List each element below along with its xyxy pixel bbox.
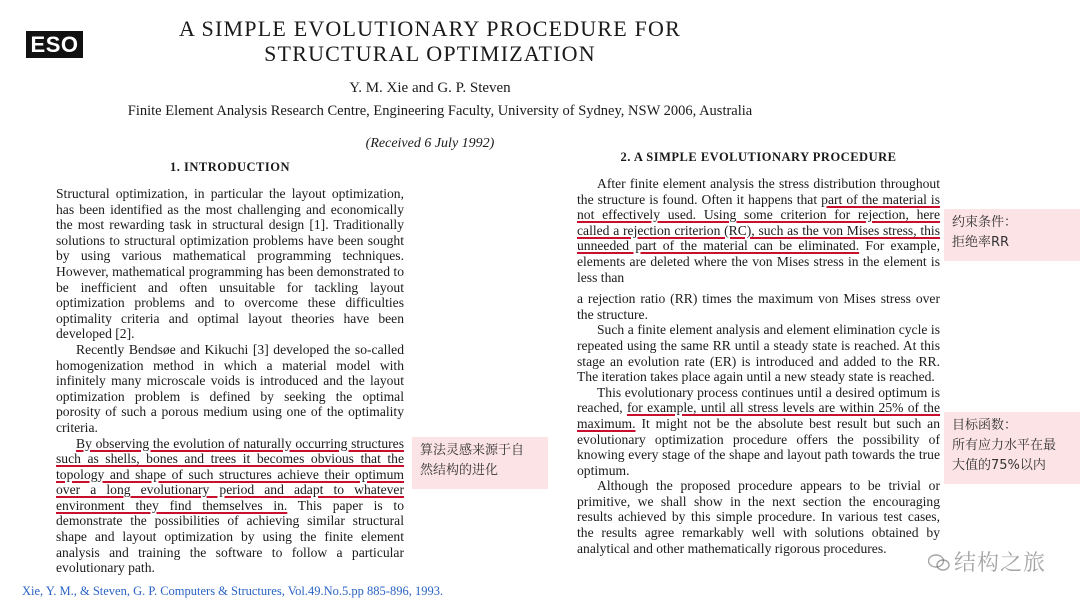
intro-paragraph-3: By observing the evolution of naturally occurring structures such as shells, bones and trees it becomes obvious that the topology and shape of such structures achieve their optimum over a long evolutionary period and adapt to whatever environment they find themselves in. This paper is to demonstrate the possibilities of achieving similar structural shape and layout optimization by using the finite element analysis and training the software to follow a particular evolutionary path.: [56, 435, 404, 576]
note-constraint: 约束条件： 拒绝率RR: [944, 209, 1080, 261]
watermark: 结构之旅: [928, 546, 1046, 577]
note-objective: 目标函数： 所有应力水平在最 大值的75%以内: [944, 412, 1080, 484]
right-column: [577, 176, 940, 556]
paper-authors: Y. M. Xie and G. P. Steven: [349, 80, 511, 96]
procedure-paragraph-4: Although the proposed procedure appears to be trivial or primitive, we shall show in the next section the encouraging results achieved by this simple procedure. In various test cases, the results agree remarkably well with solutions obtained by analytical and other mathematically rigorous procedures.: [577, 478, 940, 556]
eso-logo: ESO: [26, 31, 83, 58]
intro-paragraph-1: Structural optimization, in particular the layout optimization, has been identified as the most challenging and economically the most rewarding task in structural design [1]. Traditionally solutions to structural optimization problems have been sought by using various mathematical programming techniques. However, mathematical programming has been demonstrated to be inefficient and often unsuitable for tackling layout optimization problems and to overcome these difficulties optimality criteria and optimal layout theories have been developed [2].: [56, 186, 404, 342]
intro-heading: 1. INTRODUCTION: [169, 160, 290, 174]
citation: Xie, Y. M., & Steven, G. P. Computers & Structures, Vol.49.No.5.pp 885-896, 1993.: [22, 584, 444, 598]
left-column: [56, 186, 404, 576]
underlined-stress-levels: for example, until all stress levels are within 25% of the maximum.: [577, 400, 940, 431]
underlined-nature-inspiration: By observing the evolution of naturally occurring structures such as shells, bones and trees it becomes obvious that the topology and shape of such structures achieve their optimum over a long evolutionary period and adapt to whatever environment they find themselves in.: [56, 435, 404, 513]
procedure-paragraph-1: After finite element analysis the stress distribution throughout the structure is found. Often it happens that part of the material is not effectively used. Using some criterion for rejection, here called a rejection criterion (RC), such as the von Mises stress, this unneeded part of the material can be eliminated. For example, elements are deleted where the von Mises stress in the element is less than: [577, 176, 941, 285]
intro-paragraph-2: Recently Bendsøe and Kikuchi [3] developed the so-called homogenization method in which a material model with infinitely many microscale voids is introduced and the layout optimization problem is defined by seeking the optimal porosity of such a porous medium using one of the optimality criteria.: [56, 341, 404, 435]
procedure-paragraph-3: This evolutionary process continues until a desired optimum is reached, for example, until all stress levels are within 25% of the maximum. It might not be the absolute best result but such an evolutionary optimization procedure offers the possibility of knowing every stage of the shape and layout path towards the true optimum.: [577, 384, 940, 478]
wechat-icon: [928, 554, 950, 572]
procedure-paragraph-2: Such a finite element analysis and element elimination cycle is repeated using the same RR until a steady state is reached. At this stage an evolution rate (ER) is introduced and added to the RR. The iteration takes place again until a new steady state is reached.: [577, 322, 940, 385]
underlined-rejection-criterion: part of the material is not effectively used. Using some criterion for rejection, here called a rejection criterion (RC), such as the von Mises stress, this unneeded part of the material can be eliminated.: [577, 191, 941, 254]
note-inspiration: 算法灵感来源于自 然结构的进化: [412, 437, 548, 489]
paper-affiliation: Finite Element Analysis Research Centre, Engineering Faculty, University of Sydney, NSW 2006, Australia: [127, 103, 753, 119]
title-line-2: STRUCTURAL OPTIMIZATION: [264, 41, 596, 66]
title-line-1: A SIMPLE EVOLUTIONARY PROCEDURE FOR: [178, 16, 681, 41]
procedure-paragraph-1-cont: a rejection ratio (RR) times the maximum von Mises stress over the structure.: [577, 291, 940, 322]
procedure-heading: 2. A SIMPLE EVOLUTIONARY PROCEDURE: [620, 150, 897, 164]
received-date: (Received 6 July 1992): [365, 136, 495, 151]
paper-title: [150, 16, 710, 66]
